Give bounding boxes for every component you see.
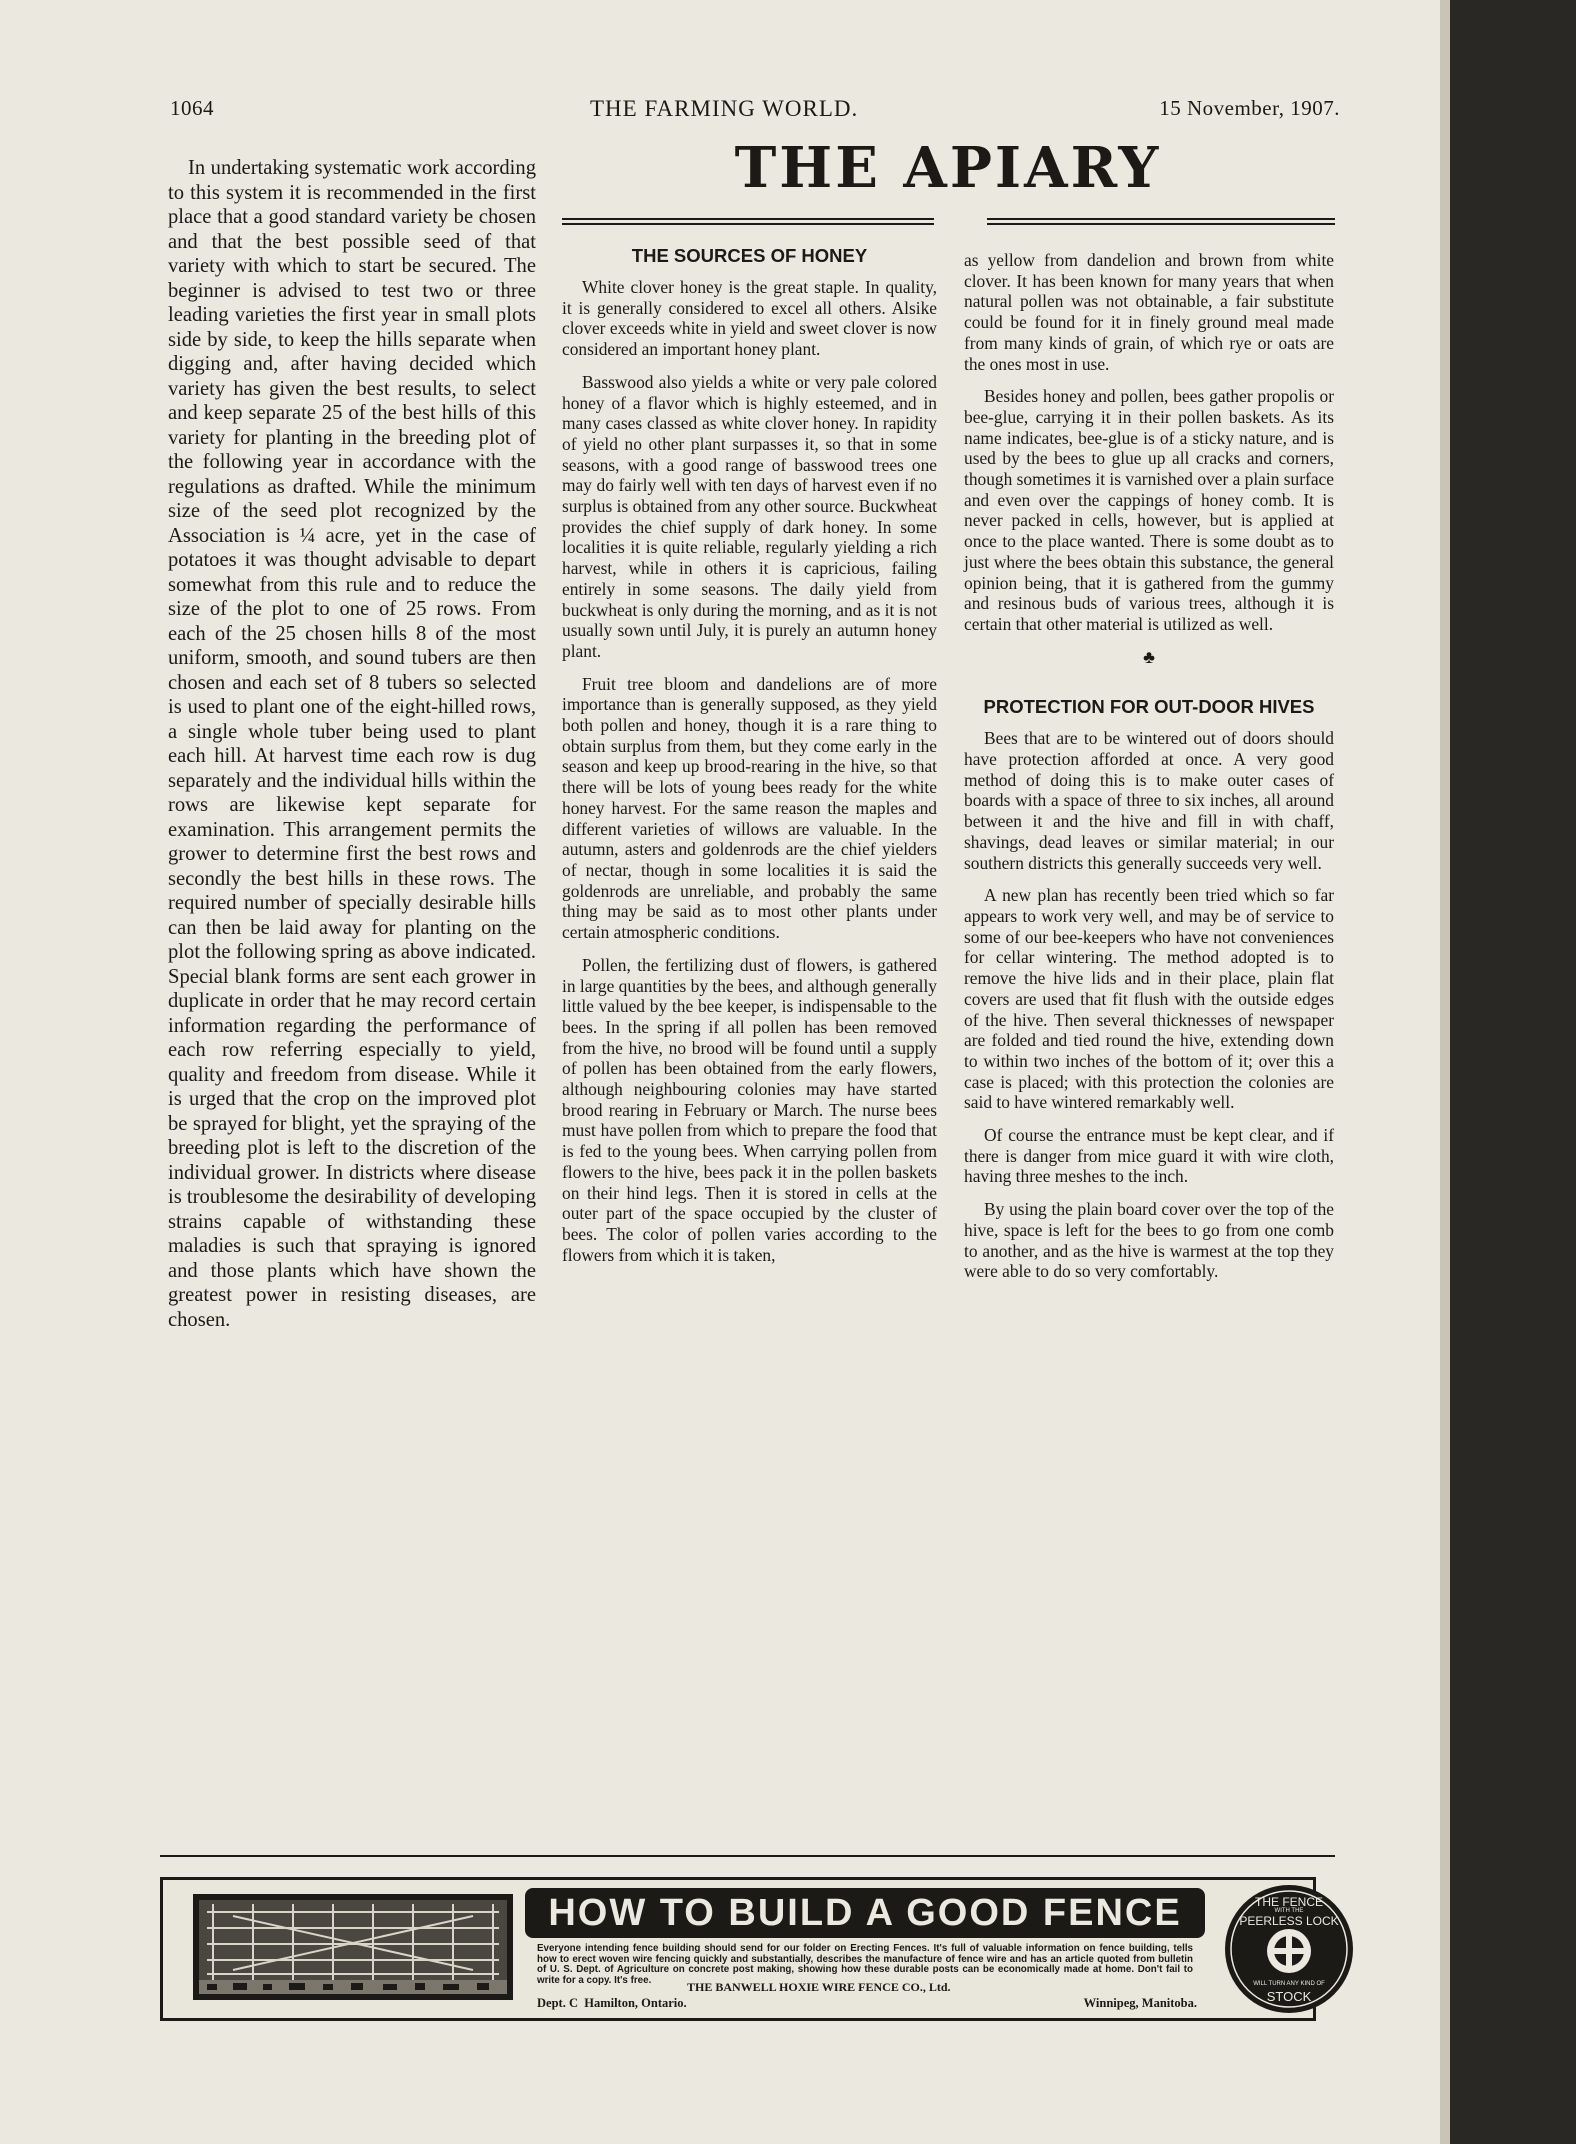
ad-dept: Dept. C	[537, 1996, 578, 2010]
title-rule-left	[562, 218, 934, 225]
left-column-paragraph: In undertaking systematic work according to this system it is recommended in the first place that a good standard variety be chosen and that the best possible seed of that variety with which to start be secured. The beginner is advised to test two or three leading varieties the first year in small plots side by side, to keep the hills separate when digging and, after having decided which variety has given the best results, to select and keep separate 25 of the best hills of this variety for planting in the breeding plot of the following year in accordance with the regulations as drafted. While the minimum size of the seed plot recognized by the Association is ¼ acre, yet in the case of potatoes it was thought advisable to depart somewhat from this rule and to reduce the size of the plot to one of 25 rows. From each of the 25 chosen hills 8 of the most uniform, smooth, and sound tubers are then chosen and each set of 8 tubers so selected is used to plant one of the eight-hilled rows, a single whole tuber being used to plant each hill. At harvest time each row is dug separately and the individual hills within the rows are likewise kept separate for examination. This arrangement permits the grower to determine first the best rows and secondly the best hills in these rows. The required number of specially desirable hills can then be laid away for planting on the plot the following spring as above indicated. Special blank forms are sent each grower in duplicate in order that he may record certain information regarding the performance of each row referring especially to yield, quality and freedom from disease. While it is urged that the crop on the improved plot be sprayed for blight, yet the spraying of the breeding plot is left to the discretion of the individual grower. In districts where disease is troublesome the desirability of developing strains capable of withstanding these maladies is such that spraying is ignored and those plants which have shown the greatest power in resisting diseases, are chosen.	[168, 157, 536, 1331]
dark-page-edge	[1446, 0, 1576, 2144]
article-paragraph: By using the plain board cover over the top of the hive, space is left for the bees to go from one comb to another, and as the hive is warmest at the top they were able to do so very comfortably.	[964, 1199, 1334, 1282]
ad-city-hamilton: Hamilton, Ontario.	[584, 1996, 687, 2010]
ad-city-winnipeg: Winnipeg, Manitoba.	[1083, 1996, 1197, 2010]
page-gutter	[1440, 0, 1450, 2144]
article-paragraph: Fruit tree bloom and dandelions are of more importance than is generally supposed, as they yield both pollen and honey, though it is a rare thing to obtain surplus from them, but they come early in the season and keep up brood-rearing in the hive, so that there will be lots of young bees ready for the white honey harvest. For the same reason the maples and different varieties of willows are valuable. In the autumn, asters and goldenrods are the chief yielders of nectar, though in some localities it is said the goldenrods are unreliable, and probably the same thing may be said as to most other plants under certain atmospheric conditions.	[562, 673, 937, 943]
article-paragraph: A new plan has recently been tried which so far appears to work very well, and may be of service to some of our bee-keepers who have not conveniences for cellar wintering. The method adopted is to remove the hive lids and in their place, plain flat covers are used that fit flush with the outside edges of the hive. Then several thicknesses of newspaper are folded and tied round the hive, extending down to within two inches of the bottom of it; over this a case is placed; with this protection the colonies are said to have wintered remarkably well.	[964, 885, 1334, 1113]
article-paragraph-continued: as yellow from dandelion and brown from white clover. It has been known for many years that when natural pollen was not obtainable, a fair substitute could be found for it in finely ground meal made from many kinds of grain, of which rye or oats are the ones most in use.	[964, 250, 1334, 374]
seal-text-stock: STOCK	[1266, 1989, 1312, 2004]
fence-illustration	[193, 1894, 513, 2000]
issue-date: 15 November, 1907.	[1159, 96, 1340, 120]
title-rule-right	[987, 218, 1335, 225]
running-head	[170, 96, 1340, 126]
seal-text-lock: PEERLESS LOCK	[1239, 1914, 1339, 1928]
seal-text-top: THE FENCE	[1254, 1895, 1323, 1909]
right-column	[964, 250, 1334, 1294]
article-paragraph: Besides honey and pollen, bees gather propolis or bee-glue, carrying it in their pollen baskets. As its name indicates, bee-glue is of a sticky nature, and is used by the bees to glue up all cracks and corners, though sometimes it is varnished over a plain surface and even over the cappings of honey comb. It is never packed in cells, however, but is applied at once to the place wanted. There is some doubt as to just where the bees obtain this substance, the general opinion being, that it is gathered from the gummy and resinous buds of various trees, although it is certain that other material is utilized as well.	[964, 386, 1334, 634]
ad-headline: HOW TO BUILD A GOOD FENCE	[525, 1888, 1205, 1938]
ad-dept-hamilton	[537, 1996, 687, 2011]
middle-column	[562, 244, 937, 1277]
seal-text-with: WITH THE	[1274, 1908, 1304, 1914]
section-title: THE APIARY	[734, 135, 1162, 201]
seal-text-small: WILL TURN ANY KIND OF	[1253, 1981, 1325, 1987]
article-heading-sources-of-honey: THE SOURCES OF HONEY	[631, 245, 868, 266]
fence-advertisement	[160, 1877, 1339, 2021]
article-paragraph: White clover honey is the great staple. In quality, it is generally considered to excel all others. Alsike clover exceeds white in yield and sweet clover is now considered an important honey plant.	[562, 277, 937, 360]
page-number: 1064	[170, 96, 214, 120]
ad-body-text: Everyone intending fence building should send for our folder on Erecting Fences. It's full of valuable information on fence building, tells how to erect woven wire fencing quickly and substantially, describes the manufacture of fence wire and has an article quoted from bulletin of U. S. Dept. of Agriculture on concrete post making, showing how these durable posts can be economically made at home. Don't fail to write for a copy. It's free.	[537, 1943, 1193, 1986]
bottom-rule	[160, 1855, 1335, 1857]
article-heading-protection-hives: PROTECTION FOR OUT-DOOR HIVES	[983, 696, 1315, 718]
article-paragraph: Basswood also yields a white or very pale colored honey of a flavor which is highly esteemed, and in many cases classed as white clover honey. In rapidity of yield no other plant surpasses it, so that in some seasons, with a good range of basswood trees one may do fairly well with ten days of harvest even if no surplus is obtained from any other source. Buckwheat provides the chief supply of dark honey. In some localities it is quite reliable, regularly yielding a rich harvest, while in others it is capricious, failing entirely in some seasons. The daily yield from buckwheat is only during the morning, and as it is not usually sown until July, it is purely an autumn honey plant.	[562, 371, 937, 661]
article-paragraph: Pollen, the fertilizing dust of flowers, is gathered in large quantities by the bees, and although generally little valued by the bee keeper, is indispensable to the bees. In the spring if all pollen has been removed from the hive, no brood will be found until a supply of pollen has been obtained from the early flowers, although neighbouring colonies may have started brood rearing in February or March. The nurse bees must have pollen from which to prepare the food that is fed to the young bees. When carrying pollen from flowers to the hive, bees pack it in the pollen baskets on their hind legs. Then it is stored in cells at the outer part of the space occupied by the cluster of bees. The color of pollen varies according to the flowers from which it is taken,	[562, 954, 937, 1265]
ad-copy	[525, 1880, 1205, 2018]
peerless-lock-seal	[1223, 1883, 1355, 2015]
section-ornament: ♣	[1143, 646, 1155, 667]
article-paragraph: Of course the entrance must be kept clear, and if there is danger from mice guard it with wire cloth, having three meshes to the inch.	[964, 1125, 1334, 1187]
left-column-article	[168, 156, 536, 1332]
ad-footer	[537, 1980, 1197, 2012]
publication-title: THE FARMING WORLD.	[590, 96, 859, 121]
article-paragraph: Bees that are to be wintered out of doors should have protection afforded at once. A very good method of doing this is to make outer cases of boards with a space of three to six inches, all around between it and the hive and fill in with chaff, shavings, dead leaves or similar material; in our southern districts this generally succeeds very well.	[964, 728, 1334, 873]
ad-company-name: THE BANWELL HOXIE WIRE FENCE CO., Ltd.	[687, 1980, 951, 1994]
